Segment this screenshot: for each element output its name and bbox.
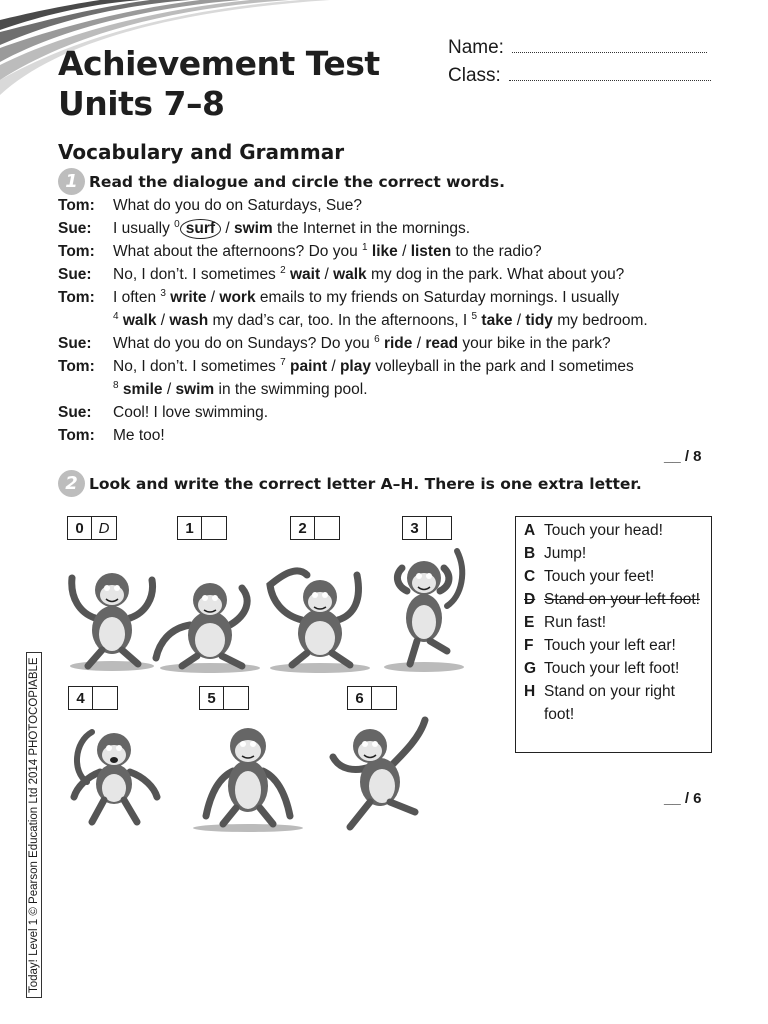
speaker-label: Tom: xyxy=(58,289,95,306)
dialogue-text: I often $^3$ write / work emails to my friends on Saturday mornings. I usually xyxy=(113,287,620,306)
option-d xyxy=(524,588,703,611)
answer-box-value: D xyxy=(98,519,110,537)
word-choice[interactable]: work xyxy=(219,289,256,306)
dialogue-line xyxy=(58,309,698,332)
option-f xyxy=(524,634,703,657)
word-choice[interactable]: read xyxy=(425,335,459,352)
monkey-picture-0 xyxy=(60,558,165,673)
option-key: F xyxy=(524,637,534,654)
dialogue-text: What do you do on Sundays? Do you $^6$ ride / read your bike in the park? xyxy=(113,333,611,352)
exercise-number-badge: 2 xyxy=(58,470,85,497)
name-class-block xyxy=(448,34,711,90)
word-choice[interactable]: walk xyxy=(122,312,157,329)
option-b xyxy=(524,542,703,565)
dialogue-text: Cool! I love swimming. xyxy=(113,404,269,421)
side-copyright: Today! Level 1 © Pearson Education Ltd 2014 PHOTOCOPIABLE xyxy=(26,652,42,998)
item-number: 3 xyxy=(160,287,166,299)
option-e xyxy=(524,611,703,634)
dialogue-line xyxy=(58,378,698,401)
dialogue-line xyxy=(58,286,698,309)
dialogue-line xyxy=(58,401,698,424)
speaker-label: Tom: xyxy=(58,243,95,260)
monkey-picture-3 xyxy=(372,546,477,674)
answer-box-5[interactable] xyxy=(199,686,249,710)
word-choice[interactable]: smile xyxy=(122,381,163,398)
answer-box-number: 3 xyxy=(403,517,427,539)
answer-box-4[interactable] xyxy=(68,686,118,710)
answer-box-number: 1 xyxy=(178,517,202,539)
exercise-2-instruction: Look and write the correct letter A–H. There is one extra letter. xyxy=(89,474,642,493)
answer-box-3[interactable] xyxy=(402,516,452,540)
option-key: E xyxy=(524,614,535,631)
option-text: Touch your left foot! xyxy=(544,660,680,677)
option-key: A xyxy=(524,522,536,539)
option-text: Stand on your left foot! xyxy=(544,591,700,608)
option-key: C xyxy=(524,568,536,585)
option-a xyxy=(524,519,703,542)
exercise-2-score: __ / 6 xyxy=(664,790,702,807)
speaker-label: Tom: xyxy=(58,197,95,214)
answer-box-value xyxy=(427,517,451,539)
section-title: Vocabulary and Grammar xyxy=(58,140,345,164)
speaker-label: Sue: xyxy=(58,266,92,283)
word-choice[interactable]: write xyxy=(170,289,207,306)
item-number: 1 xyxy=(362,241,368,253)
dialogue-text: No, I don’t. I sometimes $^7$ paint / play volleyball in the park and I sometimes xyxy=(113,356,634,375)
word-choice[interactable]: take xyxy=(481,312,513,329)
dialogue-line xyxy=(58,217,698,240)
item-number: 4 xyxy=(113,310,119,322)
dialogue-line xyxy=(58,355,698,378)
exercise-2-heading xyxy=(58,470,642,497)
speaker-label: Tom: xyxy=(58,427,95,444)
answer-box-1[interactable] xyxy=(177,516,227,540)
speaker-label xyxy=(58,309,113,332)
answer-box-number: 5 xyxy=(200,687,224,709)
word-choice[interactable]: walk xyxy=(333,266,367,283)
option-text: Stand on your right foot! xyxy=(544,683,675,723)
answer-box-value xyxy=(202,517,226,539)
class-field[interactable] xyxy=(509,67,711,81)
answer-box-number: 4 xyxy=(69,687,93,709)
word-choice[interactable]: paint xyxy=(290,358,328,375)
option-text: Touch your feet! xyxy=(544,568,655,585)
class-label: Class: xyxy=(448,65,501,86)
item-number: 5 xyxy=(471,310,478,322)
dialogue-line xyxy=(58,194,698,217)
item-number: 6 xyxy=(374,333,380,345)
dialogue-text: $^8$ smile / swim in the swimming pool. xyxy=(113,379,368,398)
title-line-2: Units 7–8 xyxy=(58,84,225,123)
answer-box-number: 2 xyxy=(291,517,315,539)
word-choice[interactable]: swim xyxy=(233,220,273,237)
answer-box-number: 6 xyxy=(348,687,372,709)
exercise-1-score: __ / 8 xyxy=(664,448,702,465)
item-number: 8 xyxy=(113,379,119,391)
monkey-picture-1 xyxy=(152,570,267,675)
name-field[interactable] xyxy=(512,39,707,53)
word-choice[interactable]: ride xyxy=(383,335,413,352)
answer-box-number: 0 xyxy=(68,517,92,539)
word-choice[interactable]: wait xyxy=(290,266,321,283)
dialogue-line xyxy=(58,332,698,355)
speaker-label: Sue: xyxy=(58,335,92,352)
exercise-1-instruction: Read the dialogue and circle the correct words. xyxy=(89,172,505,191)
monkey-picture-6 xyxy=(325,712,440,837)
answer-box-6[interactable] xyxy=(347,686,397,710)
dialogue-text: What do you do on Saturdays, Sue? xyxy=(113,197,363,214)
option-h xyxy=(524,680,703,726)
option-key: B xyxy=(524,545,536,562)
option-text: Touch your left ear! xyxy=(544,637,676,654)
dialogue-text: What about the afternoons? Do you $^1$ like / listen to the radio? xyxy=(113,241,542,260)
monkey-picture-2 xyxy=(262,545,377,675)
answer-box-value xyxy=(315,517,339,539)
monkey-picture-5 xyxy=(188,716,308,834)
answer-box-2[interactable] xyxy=(290,516,340,540)
option-c xyxy=(524,565,703,588)
monkey-picture-4 xyxy=(62,722,167,834)
dialogue-text: No, I don’t. I sometimes $^2$ wait / walk my dog in the park. What about you? xyxy=(113,264,625,283)
speaker-label: Sue: xyxy=(58,404,92,421)
speaker-label: Sue: xyxy=(58,220,92,237)
dialogue-text: I usually $^0$ surf / swim the Internet in the mornings. xyxy=(113,218,471,237)
title-line-1: Achievement Test xyxy=(58,44,380,83)
speaker-label: Tom: xyxy=(58,358,95,375)
word-choice[interactable]: like xyxy=(371,243,398,260)
dialogue-line xyxy=(58,240,698,263)
option-key: G xyxy=(524,660,537,677)
item-number: 2 xyxy=(280,264,286,276)
dialogue xyxy=(58,194,698,447)
options-box xyxy=(515,516,712,753)
word-choice[interactable]: tidy xyxy=(525,312,553,329)
exercise-1-heading xyxy=(58,168,505,195)
item-number: 7 xyxy=(280,356,286,368)
option-key: H xyxy=(524,683,536,700)
option-g xyxy=(524,657,703,680)
item-number: 0 xyxy=(174,218,180,230)
option-text: Run fast! xyxy=(544,614,607,631)
word-choice[interactable]: swim xyxy=(175,381,215,398)
word-choice[interactable]: wash xyxy=(169,312,209,329)
exercise-number-badge: 1 xyxy=(58,168,85,195)
circled-answer[interactable]: surf xyxy=(180,219,221,239)
answer-box-0[interactable] xyxy=(67,516,117,540)
option-key: D xyxy=(524,591,536,608)
name-label: Name: xyxy=(448,37,504,58)
answer-box-value xyxy=(93,687,117,709)
dialogue-line xyxy=(58,424,698,447)
dialogue-line xyxy=(58,263,698,286)
dialogue-text: Me too! xyxy=(113,427,165,444)
answer-box-value xyxy=(372,687,396,709)
answer-box-value xyxy=(224,687,248,709)
option-text: Touch your head! xyxy=(544,522,663,539)
word-choice[interactable]: play xyxy=(339,358,371,375)
word-choice[interactable]: listen xyxy=(410,243,452,260)
option-text: Jump! xyxy=(544,545,587,562)
dialogue-text: $^4$ walk / wash my dad’s car, too. In the afternoons, I $^5$ take / tidy my bedroom. xyxy=(113,310,648,329)
speaker-label xyxy=(58,378,113,401)
page-title xyxy=(58,44,380,124)
